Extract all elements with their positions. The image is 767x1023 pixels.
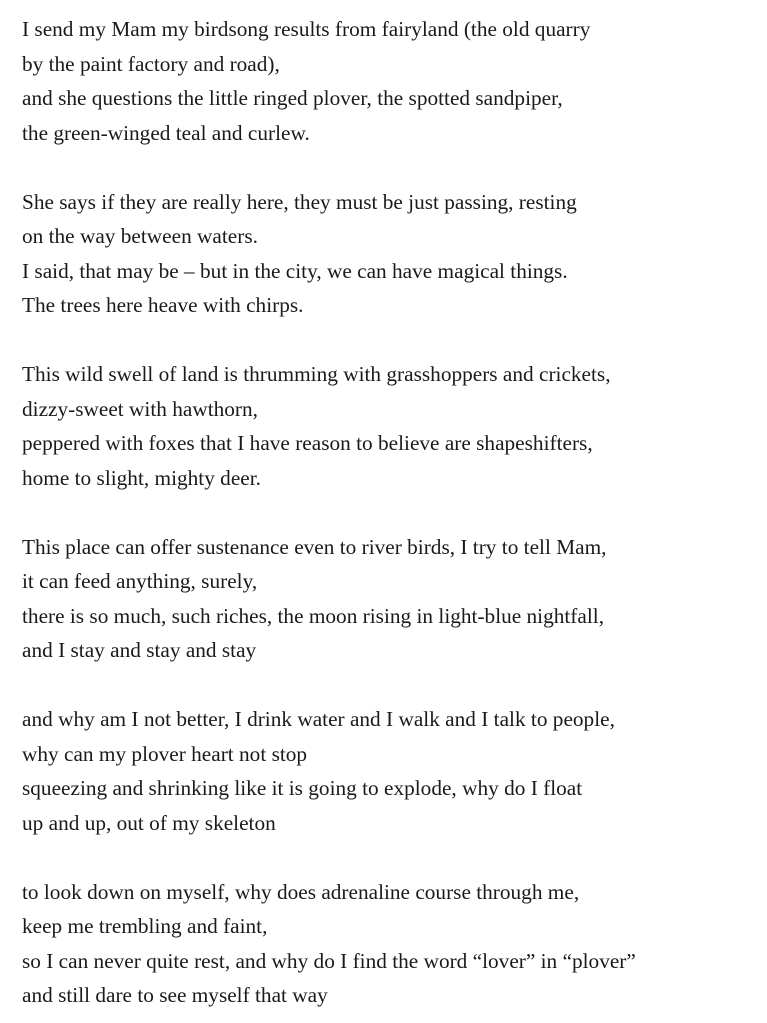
poem-line: dizzy-sweet with hawthorn,	[22, 396, 258, 421]
poem-line: keep me trembling and faint,	[22, 914, 268, 938]
poem-line: I send my Mam my birdsong results from fairyland (the old quarry	[22, 17, 591, 41]
poem-line: on the way between waters.	[22, 224, 258, 248]
poem-body	[22, 12, 762, 1013]
stanza-4	[22, 530, 762, 668]
stanza-1	[22, 12, 762, 150]
poem-line: squeezing and shrinking like it is going to explode, why do I float	[22, 776, 583, 800]
poem-line: home to slight, mighty deer.	[22, 465, 261, 490]
poem-line: by the paint factory and road),	[22, 51, 280, 76]
poem-line: This place can offer sustenance even to river birds, I try to tell Mam,	[22, 534, 607, 559]
stanza-5	[22, 702, 762, 840]
poem-line: peppered with foxes that I have reason to believe are shapeshifters,	[22, 431, 593, 455]
stanza-3	[22, 357, 762, 495]
poem-line: and I stay and stay and stay	[22, 638, 257, 662]
stanza-6	[22, 875, 762, 1013]
poem-line: so I can never quite rest, and why do I find the word “lover” in “plover”	[22, 948, 636, 973]
poem-line: the green-winged teal and curlew.	[22, 120, 310, 145]
poem-line: to look down on myself, why does adrenaline course through me,	[22, 879, 580, 904]
poem-line: why can my plover heart not stop	[22, 741, 308, 766]
poem-line: She says if they are really here, they must be just passing, resting	[22, 189, 577, 214]
poem-line: I said, that may be – but in the city, we can have magical things.	[22, 258, 568, 283]
poem-line: and why am I not better, I drink water and I walk and I talk to people,	[22, 707, 615, 731]
poem-line: and she questions the little ringed plover, the spotted sandpiper,	[22, 86, 563, 110]
poem-line: and still dare to see myself that way	[22, 983, 328, 1007]
poem-line: it can feed anything, surely,	[22, 569, 258, 593]
poem-line: there is so much, such riches, the moon rising in light-blue nightfall,	[22, 603, 605, 628]
poem-line: The trees here heave with chirps.	[22, 293, 304, 317]
poem-line: This wild swell of land is thrumming with grasshoppers and crickets,	[22, 362, 611, 386]
poem-line: up and up, out of my skeleton	[22, 810, 276, 835]
stanza-2	[22, 185, 762, 323]
